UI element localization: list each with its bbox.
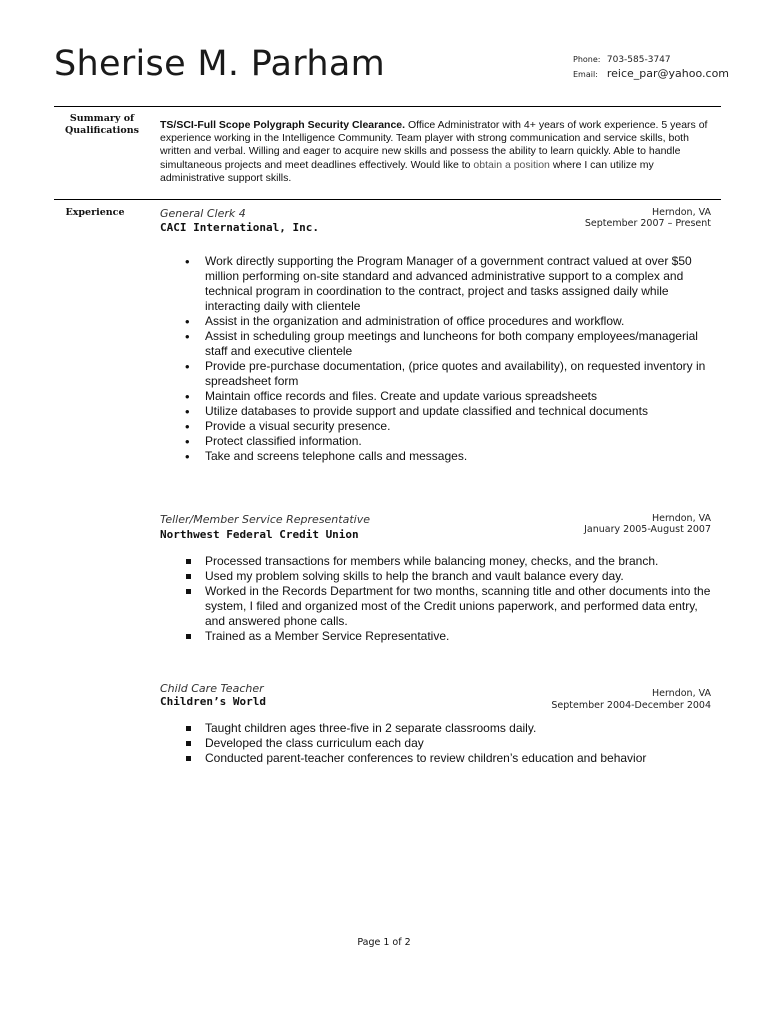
company-name: Northwest Federal Credit Union <box>160 528 359 541</box>
experience-section-label: Experience <box>65 207 125 218</box>
list-item: • Take and screens telephone calls and messages. <box>183 449 713 464</box>
job-dates: January 2005-August 2007 <box>584 524 711 535</box>
contact-block <box>573 53 729 82</box>
summary-grey-text: obtain a position <box>473 158 550 171</box>
job-dates: September 2004-December 2004 <box>551 700 711 711</box>
summary-paragraph <box>160 119 712 185</box>
job-location: Herndon, VA <box>651 513 711 524</box>
list-item: Developed the class curriculum each day <box>183 736 713 751</box>
job-location: Herndon, VA <box>651 207 711 218</box>
list-item: • Maintain office records and files. Create and update various spreadsheets <box>183 389 713 404</box>
summary-text-end: where I can utilize my administrative support skills. <box>160 158 654 184</box>
job-title: General Clerk 4 <box>160 207 246 220</box>
list-item: Taught children ages three-five in 2 separate classrooms daily. <box>183 721 713 736</box>
list-item: • Provide pre-purchase documentation, (price quotes and availability), on requested inventory in spreadsheet form <box>183 359 713 389</box>
summary-divider <box>54 199 721 200</box>
list-item: • Protect classified information. <box>183 434 713 449</box>
summary-label-line2: Qualifications <box>65 125 139 136</box>
email-value: reice_par@yahoo.com <box>606 67 730 80</box>
summary-section-label <box>58 113 146 137</box>
list-item: • Utilize databases to provide support and update classified and technical documents <box>183 404 713 419</box>
summary-text: Office Administrator with 4+ years of work experience. 5 years of experience working in the Intelligence Community. Team player with strong communication and service skills, both written and verbal. Willing and eager to acquire new skills and possess the ability to learn quickly. Able to handle simultaneous projects and meet deadlines effectively. Would like to <box>160 119 708 171</box>
list-item: Used my problem solving skills to help the branch and vault balance every day. <box>183 569 713 584</box>
list-item: • Assist in scheduling group meetings and luncheons for both company employees/managerial staff and executive clientele <box>183 329 713 359</box>
phone-row <box>573 53 729 67</box>
page-number: Page 1 of 2 <box>357 937 411 948</box>
job-duties-list <box>183 254 713 464</box>
job-dates: September 2007 – Present <box>584 218 711 229</box>
job-title: Teller/Member Service Representative <box>160 513 370 526</box>
job-location: Herndon, VA <box>651 688 711 699</box>
phone-value: 703-585-3747 <box>606 55 671 65</box>
job-duties-list <box>183 721 713 766</box>
list-item: • Assist in the organization and administration of office procedures and workflow. <box>183 314 713 329</box>
summary-label-line1: Summary of <box>69 113 135 124</box>
list-item: Processed transactions for members while balancing money, checks, and the branch. <box>183 554 713 569</box>
candidate-name: Sherise M. Parham <box>54 44 385 84</box>
list-item: • Work directly supporting the Program Manager of a government contract valued at over $50 million performing on-site standard and advanced administrative support to a complex and technical program in coordination to the contract, project and tasks assigned daily while interacting daily with clientele <box>183 254 713 314</box>
phone-label: Phone: <box>573 55 601 64</box>
list-item: • Provide a visual security presence. <box>183 419 713 434</box>
job-title: Child Care Teacher <box>160 682 264 695</box>
header-divider <box>54 106 721 107</box>
list-item: Conducted parent-teacher conferences to review children’s education and behavior <box>183 751 713 766</box>
list-item: Trained as a Member Service Representative. <box>183 629 713 644</box>
list-item: Worked in the Records Department for two months, scanning title and other documents into the system, I filed and organized most of the Credit unions paperwork, and performed data entry, and answered phone calls. <box>183 584 713 629</box>
clearance-text: TS/SCI-Full Scope Polygraph Security Clearance. <box>160 119 406 131</box>
email-label: Email: <box>573 70 598 79</box>
company-name: CACI International, Inc. <box>160 221 319 234</box>
company-name: Children’s World <box>160 695 266 708</box>
email-row <box>573 67 729 82</box>
job-duties-list <box>183 554 713 644</box>
